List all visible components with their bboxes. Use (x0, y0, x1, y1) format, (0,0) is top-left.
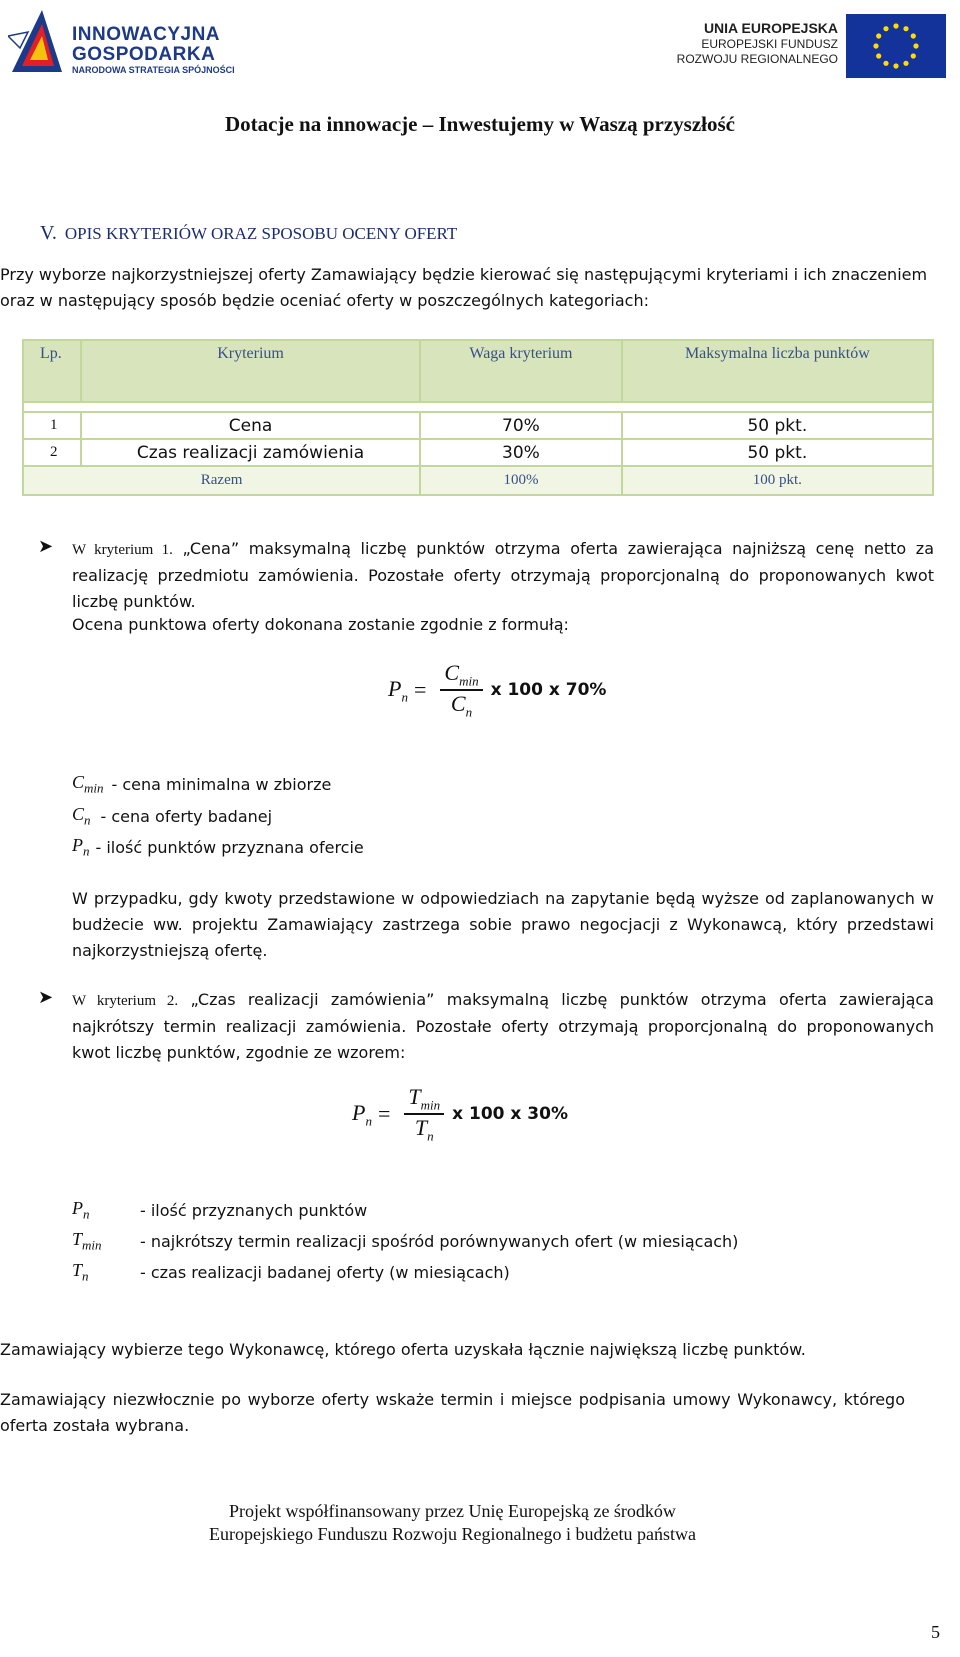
table-cell-max-points: 50 pkt. (622, 439, 933, 466)
logo-right-line2: EUROPEJSKI FUNDUSZ (701, 37, 838, 51)
legend-symbol: $P_n$ (72, 835, 90, 859)
legend-symbol: $C_{min}$ (72, 772, 104, 796)
eu-star-icon (883, 26, 888, 31)
eu-star-icon (893, 23, 898, 28)
section-number: V. (40, 222, 57, 244)
table-cell-max-points: 50 pkt. (622, 412, 933, 439)
logo-left-line3: NARODOWA STRATEGIA SPÓJNOŚCI (72, 65, 235, 75)
eu-star-icon (911, 33, 916, 38)
closing-paragraph-2: Zamawiający niezwłocznie po wyborze oferty wskaże termin i miejsce podpisania umowy Wykonawcy, którego oferta została wybrana. (0, 1390, 905, 1435)
table-total-row (23, 466, 933, 495)
criterion2-text: „Czas realizacji zamówienia” maksymalną liczbę punktów otrzyma oferta zawierająca najkrótszy termin realizacji zamówienia. Pozostałe oferty otrzymają proporcjonalną do proponowanych kwot liczbę punktów, zgodnie ze wzorem: (72, 990, 934, 1062)
legend-symbol: $T_{min}$ (72, 1229, 102, 1253)
criterion1-paragraph (72, 536, 934, 615)
innowacyjna-gospodarka-emblem-icon (8, 6, 66, 76)
criterion1-text: „Cena” maksymalną liczbę punktów otrzyma oferta zawierająca najniższą cenę netto za realizację przedmiotu zamówienia. Pozostałe oferty otrzymają proporcjonalną do proponowanych kwot liczbę punktów. (72, 539, 934, 611)
eu-star-icon (876, 33, 881, 38)
closing-paragraph-1: Zamawiający wybierze tego Wykonawcę, którego oferta uzyskała łącznie największą liczbę punktów. (0, 1340, 806, 1359)
formula1-multiplier: x 100 x 70% (490, 680, 607, 701)
table-cell-criterion: Cena (81, 412, 420, 439)
page-number: 5 (931, 1622, 940, 1642)
eu-star-icon (911, 53, 916, 58)
legend-item (72, 1198, 367, 1223)
table-spacer (23, 402, 933, 412)
header-title: Dotacje na innowacje – Inwestujemy w Waszą przyszłość (225, 112, 735, 136)
footer-line2: Europejskiego Funduszu Rozwoju Regionalnego i budżetu państwa (209, 1524, 696, 1544)
logo-right-line3: ROZWOJU REGIONALNEGO (676, 52, 838, 66)
legend-item (72, 772, 331, 797)
intro-paragraph: Przy wyborze najkorzystniejszej oferty Zamawiający będzie kierować się następującymi kryteriami i ich znaczeniem oraz w następujący sposób będzie oceniać oferty w poszczególnych kategoriach: (0, 265, 928, 310)
section-title: OPIS KRYTERIÓW ORAZ SPOSOBU OCENY OFERT (64, 224, 458, 243)
innowacyjna-gospodarka-logo (8, 6, 258, 76)
table-cell-criterion: Czas realizacji zamówienia (81, 439, 420, 466)
criterion2-formula: $P_n$ = $\frac{T_{min}}{T_n}$ x 100 x 30% (352, 1084, 568, 1144)
table-row (23, 412, 933, 439)
eu-star-icon (913, 43, 918, 48)
table-total-label: Razem (23, 466, 420, 495)
eu-star-icon (876, 53, 881, 58)
eu-star-icon (903, 26, 908, 31)
table-cell-weight: 70% (420, 412, 622, 439)
logo-right-line1: UNIA EUROPEJSKA (703, 20, 838, 36)
legend-symbol: $P_n$ (72, 1198, 90, 1222)
eu-logo-text (677, 20, 838, 67)
table-total-weight: 100% (420, 466, 622, 495)
table-cell-weight: 30% (420, 439, 622, 466)
arrow-bullet-icon: ➤ (38, 536, 54, 557)
table-header-row (23, 340, 933, 402)
criterion1-note: W przypadku, gdy kwoty przedstawione w odpowiedziach na zapytanie będą wyższe od zaplanowanych w budżecie ww. projektu Zamawiający zastrzega sobie prawo negocjacji z Wykonawcą, który przedstawi najkorzystniejszą ofertę. (72, 889, 934, 960)
eu-star-icon (903, 61, 908, 66)
eu-star-icon (893, 63, 898, 68)
legend-symbol: $C_n$ (72, 804, 91, 828)
criterion1-formula: $P_n$ = $\frac{C_{min}}{C_n}$ x 100 x 70% (388, 660, 607, 720)
table-cell-lp: 2 (23, 439, 81, 466)
footer (0, 1500, 905, 1546)
section-heading (40, 222, 457, 245)
table-header-max-points: Maksymalna liczba punktów (622, 340, 933, 402)
footer-line1: Projekt współfinansowany przez Unię Europejską ze środków (229, 1501, 676, 1521)
legend-item (72, 1229, 738, 1254)
legend-text: - ilość przyznanych punktów (140, 1200, 368, 1220)
criterion2-paragraph (72, 987, 934, 1066)
logo-left-line2: GOSPODARKA (72, 44, 216, 65)
unia-europejska-logo (671, 14, 946, 78)
formula1-lhs: $P_n$ (388, 675, 408, 705)
formula2-lhs: $P_n$ (352, 1099, 372, 1129)
table-header-weight: Waga kryterium (420, 340, 622, 402)
logo-left-line1: INNOWACYJNA (72, 24, 221, 45)
legend-item (72, 1260, 510, 1285)
legend-text: - najkrótszy termin realizacji spośród porównywanych ofert (w miesiącach) (140, 1231, 739, 1251)
table-header-criterion: Kryterium (81, 340, 420, 402)
eu-star-icon (883, 61, 888, 66)
legend-text: - cena minimalna w zbiorze (111, 774, 332, 794)
table-cell-lp: 1 (23, 412, 81, 439)
criterion1-label: W kryterium 1. (72, 542, 173, 558)
criteria-table (22, 339, 934, 496)
formula2-multiplier: x 100 x 30% (452, 1104, 568, 1125)
table-row (23, 439, 933, 466)
table-total-max: 100 pkt. (622, 466, 933, 495)
legend-text: - czas realizacji badanej oferty (w miesiącach) (140, 1262, 510, 1282)
legend-symbol: $T_n$ (72, 1260, 89, 1284)
legend-item (72, 804, 272, 829)
table-header-lp: Lp. (23, 340, 81, 402)
criterion2-label: W kryterium 2. (72, 993, 179, 1009)
legend-text: - ilość punktów przyznana ofercie (95, 837, 364, 857)
formula2-fraction: $\frac{T_{min}}{T_n}$ (404, 1084, 444, 1145)
formula1-fraction: $\frac{C_{min}}{C_n}$ (440, 660, 482, 721)
legend-text: - cena oferty badanej (100, 806, 273, 826)
criterion1-formula-intro: Ocena punktowa oferty dokonana zostanie zgodnie z formułą: (72, 615, 569, 634)
eu-star-icon (873, 43, 878, 48)
arrow-bullet-icon: ➤ (38, 987, 54, 1008)
legend-item (72, 835, 364, 860)
eu-flag-icon (846, 14, 946, 78)
